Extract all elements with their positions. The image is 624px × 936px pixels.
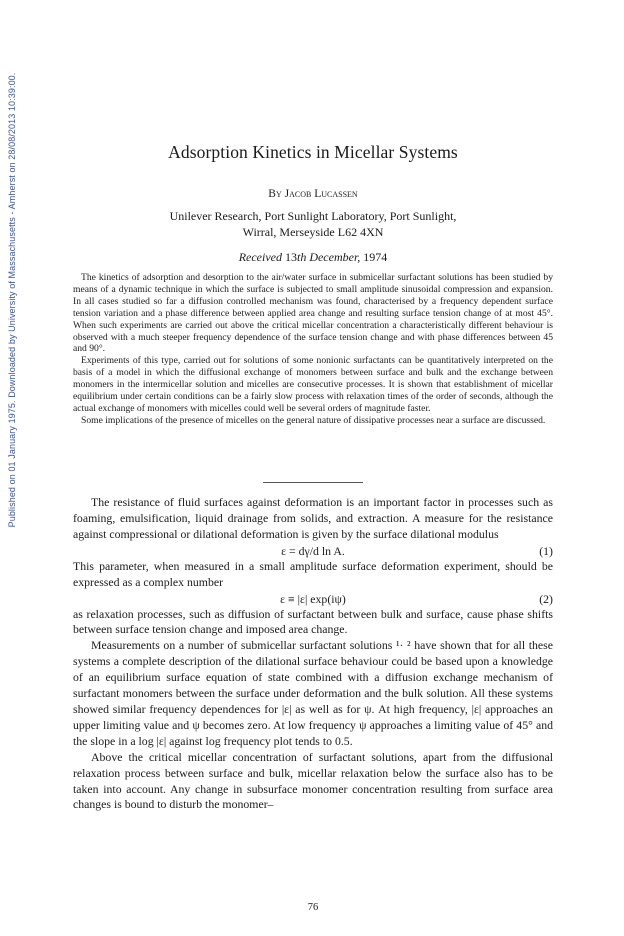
page-number: 76 <box>307 902 319 913</box>
received-year: 1974 <box>363 250 388 264</box>
affiliation-line-2: Wirral, Merseyside L62 4XN <box>242 225 384 239</box>
article-body <box>73 495 553 813</box>
equation-expression: ε = dγ/d ln A. <box>281 543 345 558</box>
equation-number: (2) <box>539 591 553 606</box>
abstract-paragraph: The kinetics of adsorption and desorption to the air/water surface in submicellar surfactant solutions has been studied by means of a dynamic technique in which the surface is subjected to small amplitude sinusoidal compression and expansion. In all cases studied so far a diffusion controlled mechanism was found, characterised by a frequency dependent surface tension variation and a phase difference between applied area change and resulting surface tension change of at most 45°. When such experiments are carried out above the critical micellar concentration a characteristically different behaviour is observed with a much steeper frequency dependence of the surface tension change and with phase differences between 45 and 90°. <box>73 272 553 355</box>
abstract-paragraph: Some implications of the presence of micelles on the general nature of dissipative processes near a surface are discussed. <box>81 414 546 426</box>
abstract-paragraph: Experiments of this type, carried out for solutions of some nonionic surfactants can be quantitatively interpreted on the basis of a model in which the diffusional exchange of monomers between surface and bulk and the exchange between monomers in the intermicellar solution and micelles are consecutive processes. It is shown that establishment of micellar equilibrium under certain conditions can be a fairly slow process with relaxation times of the order of seconds, although the actual exchange of monomers with micelles could well be several orders of magnitude faster. <box>73 355 553 414</box>
download-note: Published on 01 January 1975. Downloaded by University of Massachusetts - Amherst on 28/08/2013 10:39:00. <box>7 72 17 528</box>
body-paragraph: Measurements on a number of submicellar surfactant solutions ¹· ² have shown that for all these systems a complete description of the dilational surface behaviour could be based upon a knowledge of an equilibrium surface equation of state combined with a diffusion exchange mechanism of surfactant monomers between the surface under deformation and the bulk solution. All these systems showed similar frequency dependences for |ε| as well as for ψ. At high frequency, |ε| approaches an upper limiting value and ψ becomes zero. At low frequency ψ approaches a limiting value of 45° and the slope in a log |ε| against log frequency plot tends to 0.5. <box>73 638 553 748</box>
body-paragraph: The resistance of fluid surfaces against deformation is an important factor in processes such as foaming, emulsification, liquid drainage from solids, and extraction. A measure for the resistance against compressional or dilational deformation is given by the surface dilational modulus <box>73 495 553 541</box>
equation-2 <box>73 591 553 607</box>
author-prefix: By <box>268 188 282 200</box>
equation-1 <box>73 543 553 559</box>
body-paragraph: as relaxation processes, such as diffusion of surfactant between bulk and surface, cause phase shifts between surface tension change and imposed area change. <box>73 606 553 637</box>
received-date <box>73 250 553 265</box>
download-watermark <box>0 0 24 936</box>
author-name: Jacob Lucassen <box>284 188 358 200</box>
received-day-suffix: th December, <box>296 250 361 264</box>
abstract <box>73 272 553 427</box>
equation-expression: ε ≡ |ε| exp(iψ) <box>280 591 346 606</box>
affiliation <box>73 208 553 240</box>
affiliation-line-1: Unilever Research, Port Sunlight Laboratory, Port Sunlight, <box>169 209 457 223</box>
section-divider <box>263 482 363 483</box>
body-paragraph: Above the critical micellar concentration of surfactant solutions, apart from the diffusional relaxation process between surface and bulk, micellar relaxation below the surface also has to be taken into account. Any change in subsurface monomer concentration resulting from surface area changes is bound to disturb the monomer– <box>73 749 553 812</box>
article-title: Adsorption Kinetics in Micellar Systems <box>168 142 458 162</box>
received-prefix: Received <box>238 250 282 264</box>
author-line <box>73 188 553 200</box>
body-paragraph: This parameter, when measured in a small amplitude surface deformation experiment, should be expressed as a complex number <box>73 558 553 589</box>
received-day-num: 13 <box>284 250 297 264</box>
equation-number: (1) <box>539 543 553 558</box>
